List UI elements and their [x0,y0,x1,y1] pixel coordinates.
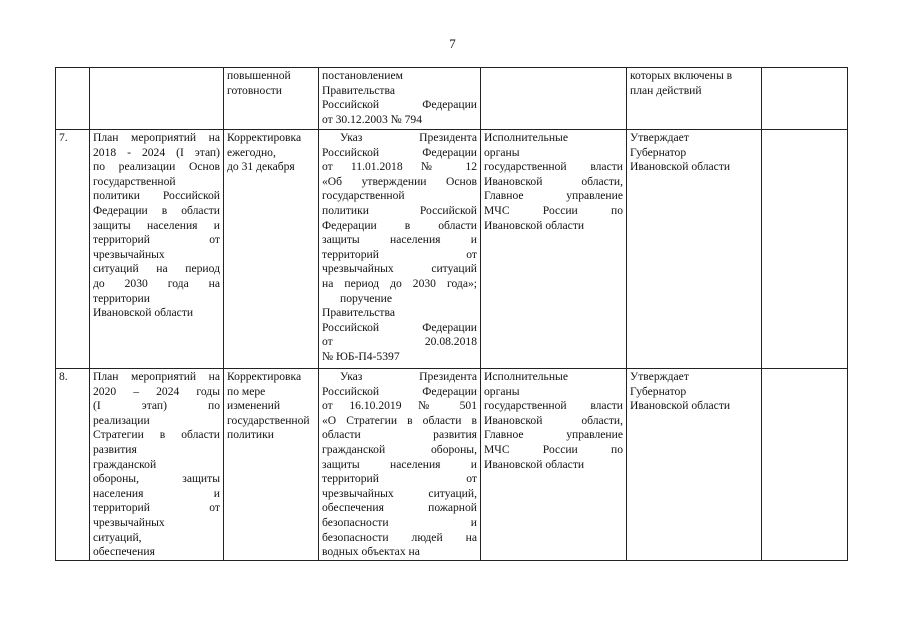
basis-line: безопасности людей на [322,530,477,544]
basis-cell [319,369,481,561]
name-line: населения и [93,486,220,500]
basis-line: «Об утверждении Основ [322,174,477,188]
executors-line: Исполнительные [484,131,568,144]
basis-line: государственной [322,189,405,203]
basis-line: от 30.12.2003 № 794 [322,112,423,126]
table-row [56,68,848,130]
deadline-cell [224,68,319,130]
event-name-cell [90,369,224,561]
basis-line: Правительства [322,83,395,97]
name-line: Ивановской области [93,306,194,320]
note-line: которых включены в [630,69,733,82]
basis-line: защиты населения и [322,233,477,247]
executors-line: государственной власти [484,160,623,174]
name-line: политики Российской [93,189,220,203]
basis-line: водных объектах на [322,545,420,559]
extra-cell [762,369,848,561]
name-line: территории [93,291,150,305]
name-line: чрезвычайных [93,247,165,261]
basis-line: постановлением [322,69,403,82]
note-line: Утверждает [630,370,689,383]
name-line: обороны, защиты [93,472,220,486]
basis-line: поручение [340,291,392,305]
deadline-line: ежегодно, [227,145,276,159]
executors-line: МЧС России по [484,203,623,217]
name-line: до 2030 года на [93,276,220,290]
name-line: государственной [93,174,176,188]
note-cell [627,130,762,369]
name-line: гражданской [93,457,157,471]
extra-cell [762,68,848,130]
deadline-line: готовности [227,83,283,97]
plan-table [55,67,848,561]
note-line: Губернатор [630,384,687,398]
row-number-cell: 8. [56,369,90,561]
extra-cell [762,130,848,369]
name-line: ситуаций, [93,530,142,544]
deadline-line: политики [227,428,274,442]
name-line: 2020 – 2024 годы [93,384,220,398]
table-row [56,130,848,369]
basis-line: безопасности и [322,515,477,529]
note-line: Утверждает [630,131,689,144]
basis-line: защиты населения и [322,457,477,471]
name-line: ситуаций на период [93,262,220,276]
basis-line: Российской Федерации [322,145,477,159]
name-line: территорий от [93,501,220,515]
name-line: 2018 - 2024 (I этап) [93,145,220,159]
deadline-line: государственной [227,413,310,427]
name-line: развития [93,442,137,456]
executors-cell [481,130,627,369]
basis-line: гражданской обороны, [322,442,477,456]
deadline-line: Корректировка [227,131,302,144]
row-number-cell [56,68,90,130]
name-line: по реализации Основ [93,160,220,174]
basis-line: области развития [322,428,477,442]
note-line: план действий [630,83,702,97]
page-number: 7 [449,36,456,51]
basis-line: Российской Федерации [322,320,477,334]
executors-line: Исполнительные [484,370,568,383]
basis-line: № ЮБ-П4-5397 [322,349,400,363]
basis-line: на период до 2030 года»; [322,276,477,290]
deadline-line: до 31 декабря [227,160,295,174]
event-name-cell [90,130,224,369]
row-number-cell: 7. [56,130,90,369]
deadline-line: повышенной [227,69,291,82]
executors-cell [481,369,627,561]
basis-line: Указ Президента [340,131,477,144]
basis-line: Российской Федерации [322,384,477,398]
executors-line: Ивановской области [484,218,585,232]
note-line: Губернатор [630,145,687,159]
name-line: Федерации в области [93,203,220,217]
basis-line: территорий от [322,247,477,261]
basis-line: чрезвычайных ситуаций [322,262,477,276]
deadline-line: Корректировка [227,370,302,383]
note-cell [627,68,762,130]
note-cell [627,369,762,561]
note-line: Ивановской области [630,399,731,413]
basis-line: политики Российской [322,203,477,217]
basis-cell [319,130,481,369]
executors-cell [481,68,627,130]
executors-line: МЧС России по [484,442,623,456]
basis-line: Указ Президента [340,370,477,383]
executors-line: Главное управление [484,428,623,442]
basis-line: от 16.10.2019 № 501 [322,399,477,413]
name-line: (I этап) по [93,399,220,413]
name-line: План мероприятий на [93,131,220,144]
basis-cell [319,68,481,130]
name-line: План мероприятий на [93,370,220,383]
table-row [56,369,848,561]
deadline-cell [224,369,319,561]
basis-line: чрезвычайных ситуаций, [322,486,477,500]
executors-line: государственной власти [484,399,623,413]
basis-line: территорий от [322,472,477,486]
name-line: обеспечения [93,545,155,559]
basis-line: Российской Федерации [322,98,477,112]
basis-line: от 11.01.2018 № 12 [322,160,477,174]
name-line: Стратегии в области [93,428,220,442]
deadline-line: по мере [227,384,266,398]
name-line: защиты населения и [93,218,220,232]
basis-line: «О Стратегии в области в [322,413,477,427]
executors-line: Ивановской области, [484,174,623,188]
name-line: территорий от [93,233,220,247]
executors-line: Ивановской области [484,457,585,471]
deadline-cell [224,130,319,369]
executors-line: Ивановской области, [484,413,623,427]
name-line: чрезвычайных [93,515,165,529]
executors-line: органы [484,145,520,159]
basis-line: от 20.08.2018 [322,335,477,349]
executors-line: Главное управление [484,189,623,203]
deadline-line: изменений [227,399,281,413]
name-line: реализации [93,413,150,427]
basis-line: Правительства [322,306,395,320]
executors-line: органы [484,384,520,398]
note-line: Ивановской области [630,160,731,174]
event-name-cell [90,68,224,130]
basis-line: Федерации в области [322,218,477,232]
basis-line: обеспечения пожарной [322,501,477,515]
